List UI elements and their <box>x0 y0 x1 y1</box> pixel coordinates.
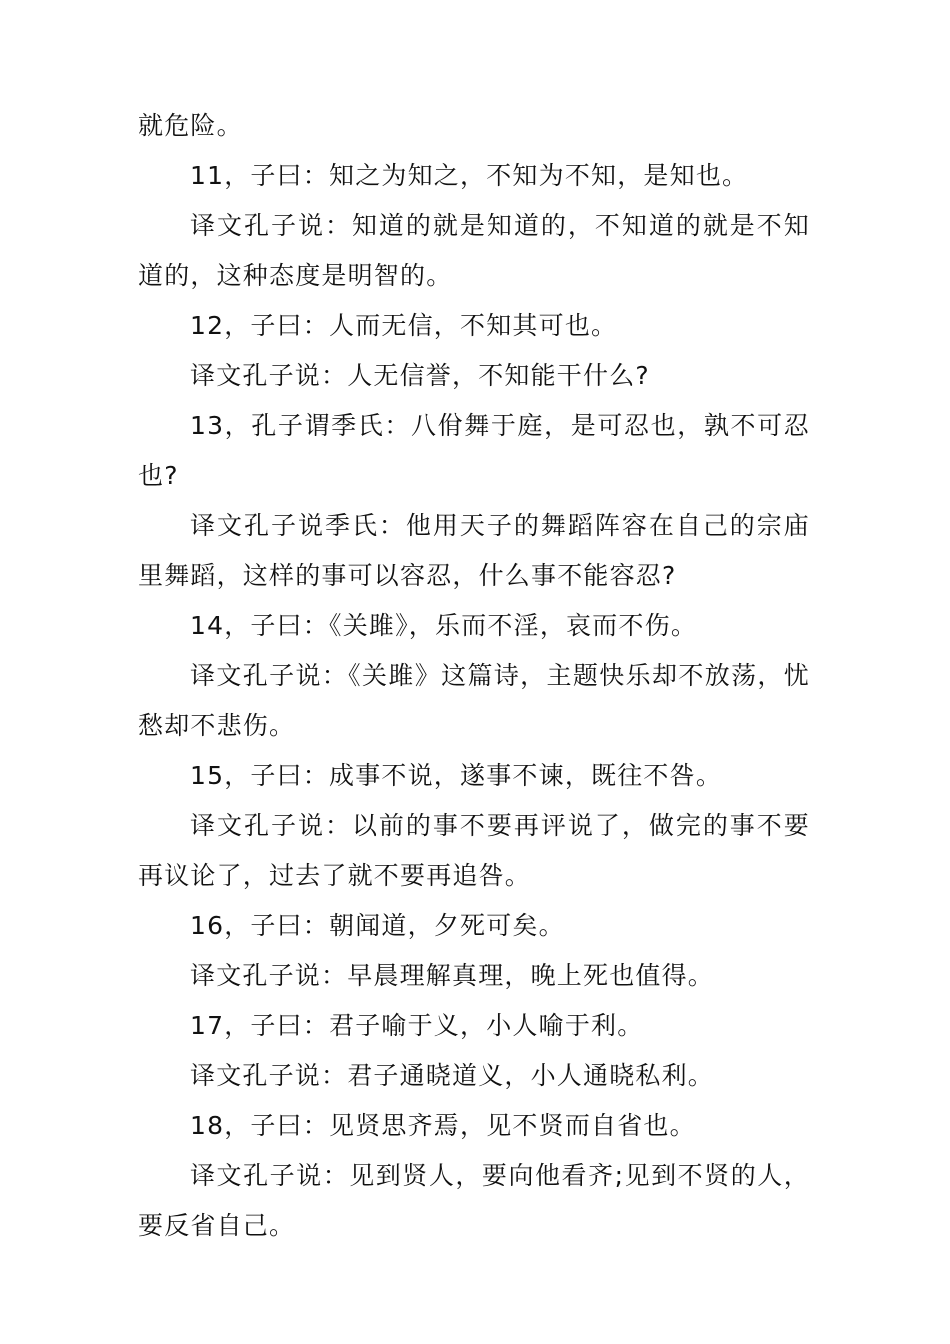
translation-15: 译文孔子说：以前的事不要再评说了，做完的事不要再议论了，过去了就不要再追咎。 <box>138 811 810 890</box>
translation-16: 译文孔子说：早晨理解真理，晚上死也值得。 <box>190 961 715 990</box>
translation-13: 译文孔子说季氏：他用天子的舞蹈阵容在自己的宗庙里舞蹈，这样的事可以容忍，什么事不能容忍? <box>138 511 810 590</box>
text-body <box>138 101 810 1251</box>
analects-item-15: 15，子曰：成事不说，遂事不谏，既往不咎。 <box>190 761 723 790</box>
analects-item-12: 12，子曰：人而无信，不知其可也。 <box>190 311 618 340</box>
analects-item-14: 14，子曰：《关雎》，乐而不淫，哀而不伤。 <box>190 611 698 640</box>
translation-17: 译文孔子说：君子通晓道义，小人通晓私利。 <box>190 1061 715 1090</box>
analects-item-11: 11，子曰：知之为知之，不知为不知，是知也。 <box>190 161 749 190</box>
analects-item-18: 18，子曰：见贤思齐焉，见不贤而自省也。 <box>190 1111 696 1140</box>
translation-11: 译文孔子说：知道的就是知道的，不知道的就是不知道的，这种态度是明智的。 <box>138 211 810 290</box>
translation-18: 译文孔子说：见到贤人，要向他看齐;见到不贤的人，要反省自己。 <box>138 1161 810 1240</box>
paragraph-continuation: 就危险。 <box>138 111 243 140</box>
translation-12: 译文孔子说：人无信誉，不知能干什么? <box>190 361 650 390</box>
translation-14: 译文孔子说：《关雎》这篇诗，主题快乐却不放荡，忧愁却不悲伤。 <box>138 661 810 740</box>
analects-item-17: 17，子曰：君子喻于义，小人喻于利。 <box>190 1011 644 1040</box>
analects-item-16: 16，子曰：朝闻道，夕死可矣。 <box>190 911 565 940</box>
analects-item-13: 13，孔子谓季氏：八佾舞于庭，是可忍也，孰不可忍也? <box>138 411 810 490</box>
